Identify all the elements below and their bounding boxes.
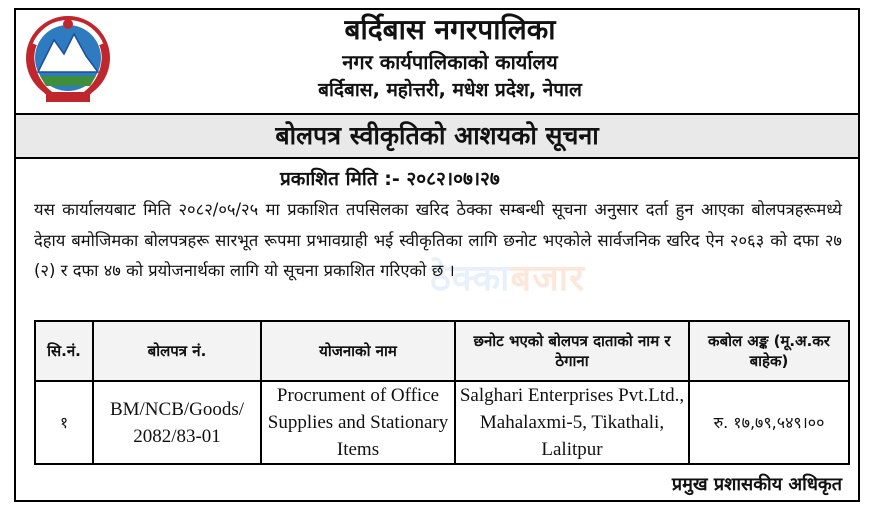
- col-header-sn: सि.नं.: [35, 321, 93, 381]
- cell-sn: १: [35, 381, 93, 464]
- notice-title: बोलपत्र स्वीकृतिको आशयको सूचना: [16, 113, 858, 159]
- office-address: बर्दिबास, महोत्तरी, मधेश प्रदेश, नेपाल: [318, 79, 582, 101]
- col-header-bidder: छनोट भएको बोलपत्र दाताको नाम र ठेगाना: [455, 321, 689, 381]
- award-table: [34, 320, 850, 465]
- office-subtitle: नगर कार्यपालिकाको कार्यालय: [342, 50, 558, 74]
- cell-amount: रु. १७,७९,५४९।००: [689, 381, 849, 464]
- signature: प्रमुख प्रशासकीय अधिकृत: [671, 474, 842, 495]
- table-row: [35, 381, 849, 464]
- notice-body: यस कार्यालयबाट मिति २०८२/०५/२५ मा प्रकाशित तपसिलका खरिद ठेक्का सम्बन्धी सूचना अनुसार दर्ता हुन आएका बोलपत्रहरूमध्ये देहाय बमोजिमका बोलपत्रहरू सारभूत रूपमा प्रभावग्राही भई स्वीकृतिका लागि छनोट भएकोले सार्वजनिक खरिद ऐन २०६३ को दफा २७ (२) र दफा ४७ को प्रयोजनार्थका लागि यो सूचना प्रकाशित गरिएको छ ।: [34, 200, 842, 280]
- nepal-emblem-icon: [24, 14, 112, 106]
- col-header-amount: कबोल अङ्क (मू.अ.कर बाहेक): [689, 321, 849, 381]
- watermark-part-2: बजार: [510, 258, 585, 299]
- col-header-bid-no: बोलपत्र नं.: [93, 321, 261, 381]
- watermark-part-1: ठेक्का: [430, 258, 511, 299]
- office-name: बर्दिबास नगरपालिका: [344, 13, 556, 46]
- published-date: प्रकाशित मिति :- २०८२।०७।२७: [280, 168, 500, 190]
- col-header-project: योजनाको नाम: [261, 321, 455, 381]
- table-header-row: [35, 321, 849, 381]
- cell-bid-no: BM/NCB/Goods/ 2082/83-01: [93, 381, 261, 464]
- cell-bidder: Salghari Enterprises Pvt.Ltd., Mahalaxmi-5, Tikathali, Lalitpur: [455, 381, 689, 464]
- cell-project: Procrument of Office Supplies and Stationary Items: [261, 381, 455, 464]
- office-header: [170, 12, 730, 104]
